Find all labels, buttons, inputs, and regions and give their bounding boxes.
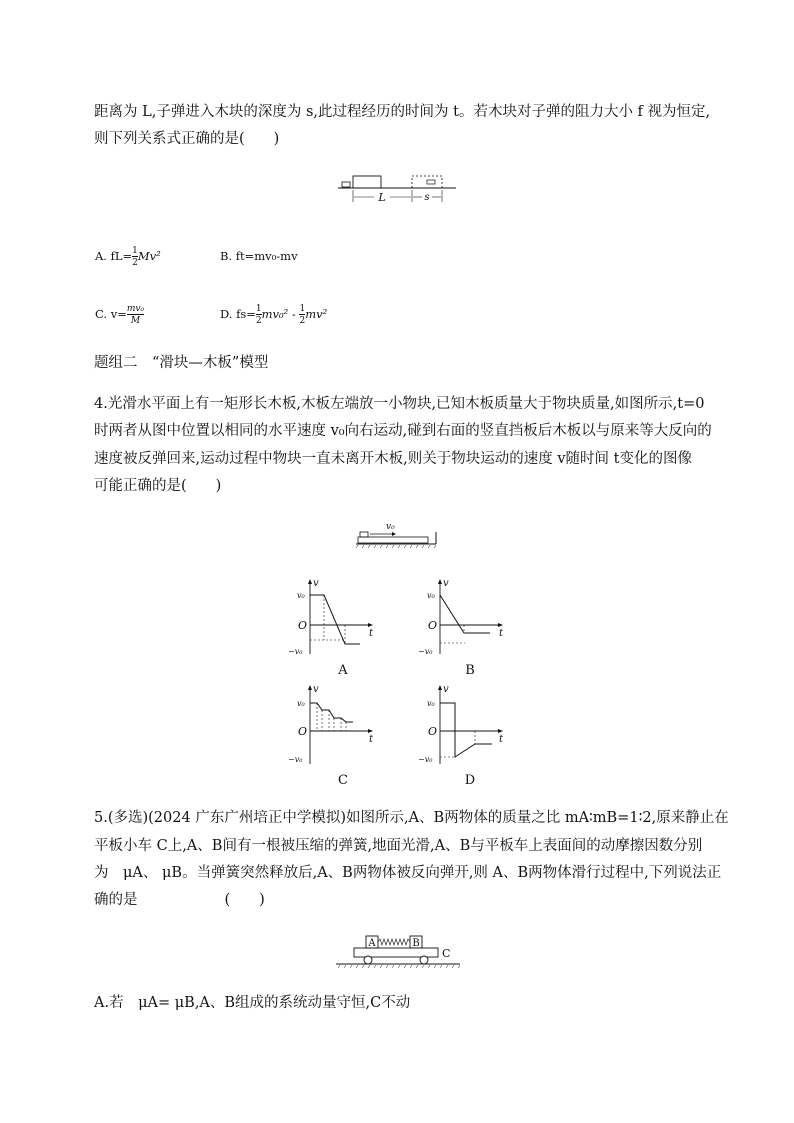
group2-heading: 题组二 “滑块—木板”模型 [94, 355, 269, 371]
bullet-block-figure [338, 172, 458, 208]
svg-text:v: v [443, 684, 449, 695]
graph-label-a: A [338, 663, 348, 678]
q5-option-a[interactable]: A.若 μA= μB,A、B组成的系统动量守恒,C不动 [94, 995, 411, 1011]
svg-text:−v₀: −v₀ [418, 755, 433, 764]
figure-label-c: C [442, 947, 451, 960]
q4-text-line1: 4.光滑水平面上有一矩形长木板,木板左端放一小物块,已知木板质量大于物块质量,如图所示,t=0 [94, 396, 705, 412]
q5-text-line2: 平板小车 C上,A、B间有一根被压缩的弹簧,地面光滑,A、B与平板车上表面间的动摩擦因数分别 [94, 838, 703, 854]
svg-text:O: O [298, 725, 308, 738]
svg-text:t: t [499, 734, 504, 745]
q4-text-line3: 速度被反弹回来,运动过程中物块一直未离开木板,则关于物块运动的速度 v随时间 t变化的图像 [94, 451, 692, 467]
figure-label-L: L [378, 191, 386, 204]
q3-option-a[interactable]: A. fL= $\frac{1}{2}$ Mv² [95, 246, 161, 268]
svg-text:−v₀: −v₀ [418, 647, 433, 656]
q3-option-c[interactable]: C. v= $\frac{\text{mv₀}}{M}$ [95, 304, 145, 326]
svg-text:O: O [428, 725, 438, 738]
svg-text:O: O [298, 619, 308, 632]
svg-text:t: t [369, 628, 374, 639]
svg-text:t: t [499, 628, 504, 639]
q3-option-d[interactable]: D. fs= $\frac{1}{2}$ mv₀² - $\frac{1}{2}$ mv² [220, 304, 328, 326]
svg-text:v₀: v₀ [427, 699, 435, 708]
cart-spring-figure [332, 934, 462, 970]
svg-text:v: v [313, 578, 319, 589]
q5-text-line4: 确的是 ( ) [94, 892, 265, 908]
svg-text:−v₀: −v₀ [288, 647, 303, 656]
figure-label-a: A [368, 938, 376, 949]
vt-graph-d[interactable] [415, 682, 525, 786]
vt-graph-c[interactable] [285, 682, 395, 786]
svg-text:v₀: v₀ [297, 591, 305, 600]
graph-label-b: B [465, 663, 475, 678]
figure-label-v0: v₀ [386, 522, 395, 532]
q5-text-line3: 为 μA、 μB。当弹簧突然释放后,A、B两物体被反向弹开,则 A、B两物体滑行过程中,下列说法正 [94, 865, 722, 881]
vt-graph-a[interactable] [285, 576, 395, 676]
graph-label-d: D [464, 773, 476, 788]
svg-text:v₀: v₀ [297, 699, 305, 708]
graph-label-c: C [338, 773, 348, 788]
svg-text:v₀: v₀ [427, 591, 435, 600]
q3-option-b[interactable]: B. ft=mv₀-mv [220, 249, 298, 263]
q4-text-line4: 可能正确的是( ) [94, 478, 222, 494]
svg-text:O: O [428, 619, 438, 632]
svg-text:v: v [313, 684, 319, 695]
q3-text-line1: 距离为 L,子弹进入木块的深度为 s,此过程经历的时间为 t。若木块对子弹的阻力大小 f 视为恒定, [94, 104, 711, 120]
board-block-figure [350, 518, 445, 548]
figure-label-s: s [424, 192, 430, 203]
svg-text:−v₀: −v₀ [288, 755, 303, 764]
q3-text-line2: 则下列关系式正确的是( ) [94, 131, 280, 147]
q5-text-line1: 5.(多选)(2024 广东广州培正中学模拟)如图所示,A、B两物体的质量之比 mA∶mB=1∶2,原来静止在 [94, 810, 729, 826]
svg-text:t: t [369, 734, 374, 745]
vt-graph-b[interactable] [415, 576, 525, 676]
figure-label-b: B [412, 938, 420, 949]
q4-text-line2: 时两者从图中位置以相同的水平速度 v₀向右运动,碰到右面的竖直挡板后木板以与原来等大反向的 [94, 423, 712, 439]
svg-text:v: v [443, 578, 449, 589]
